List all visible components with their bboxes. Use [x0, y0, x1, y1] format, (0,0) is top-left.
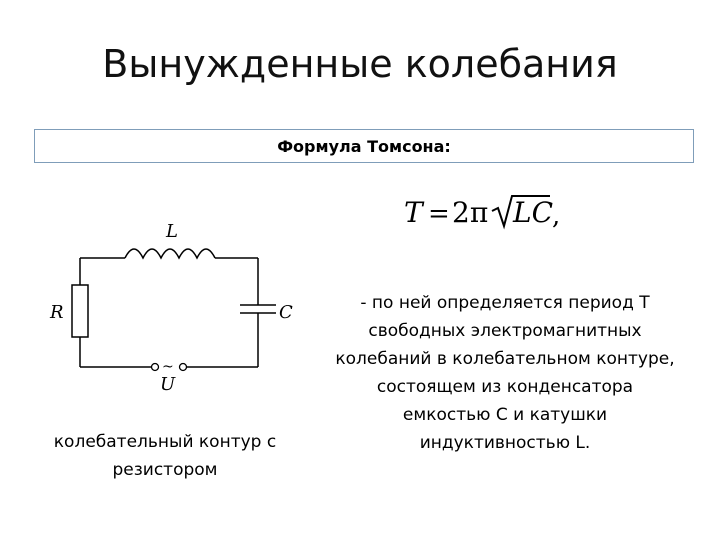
source-label: U — [160, 374, 176, 395]
inductor-coil — [125, 249, 215, 258]
ac-source-symbol: ~ — [162, 359, 174, 375]
formula-description: - по ней определяется период T свободных электромагнитных колебаний в колебательном контуре, состоящем из конденсатора емкостью C и катушки индуктивностью L. — [335, 293, 675, 453]
formula-box-label: Формула Томсона: — [277, 137, 451, 156]
capacitor-label: C — [279, 302, 293, 323]
source-terminal-right — [180, 364, 187, 371]
formula-lhs: T — [404, 196, 423, 229]
slide-title: Вынужденные колебания — [102, 42, 618, 86]
inductor-label: L — [166, 221, 178, 242]
circuit-caption: колебательный контур с резистором — [53, 432, 277, 480]
formula-equals: = — [428, 199, 450, 229]
thomson-formula — [400, 188, 570, 238]
source-terminal-left — [152, 364, 159, 371]
rlc-circuit-diagram — [40, 218, 310, 398]
formula-radicand: LC — [513, 196, 554, 229]
resistor — [72, 285, 88, 337]
formula-coefficient: 2π — [452, 196, 489, 229]
resistor-label: R — [50, 302, 64, 323]
formula-box — [34, 129, 694, 163]
formula-trailing-comma: , — [552, 201, 561, 231]
